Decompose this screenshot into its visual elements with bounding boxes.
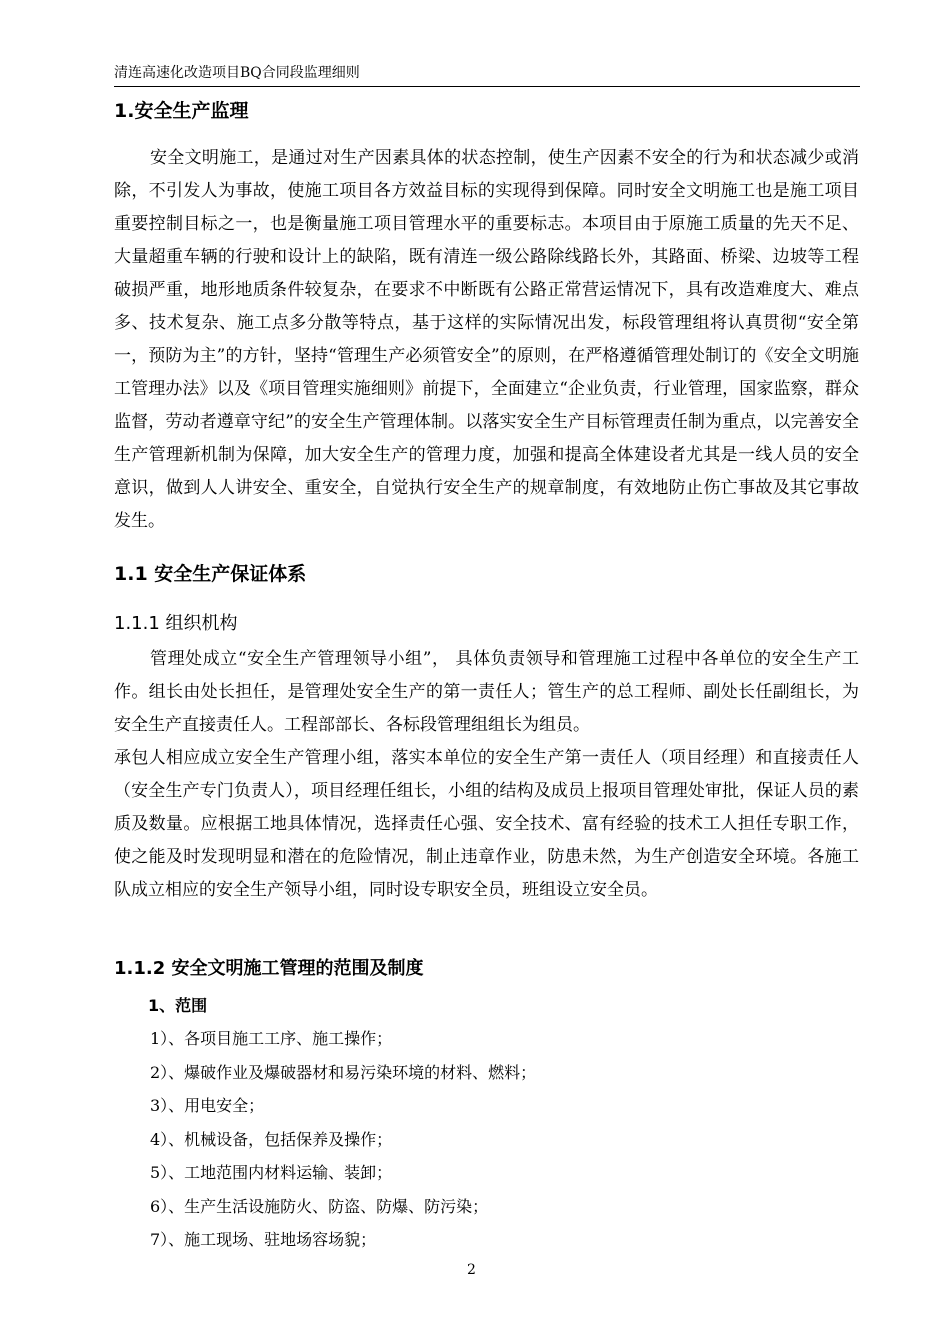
list-item: 5）、工地范围内材料运输、装卸； (150, 1163, 393, 1182)
list-item: 6）、生产生活设施防火、防盗、防爆、防污染； (150, 1196, 489, 1216)
section-heading-1-1-1: 1.1.1 组织机构 (114, 613, 238, 634)
organization-paragraph-2: 承包人相应成立安全生产管理小组，落实本单位的安全生产第一责任人（项目经理）和直接责任人（安全生产专门负责人），项目经理任组长，小组的结构及成员上报项目管理处审批，保证人员的素质及数量。应根据工地具体情况，选择责任心强、安全技术、富有经验的技术工人担任专职工作，使之能及时发现明显和潜在的危险情况，制止违章作业，防患未然，为生产创造安全环境。各施工队成立相应的安全生产领导小组，同时设专职安全员，班组设立安全员。 (114, 748, 859, 900)
list-item: 2）、爆破作业及爆破器材和易污染环境的材料、燃料； (150, 1062, 537, 1082)
section-heading-1: 1.安全生产监理 (114, 100, 249, 122)
list-item: 7）、施工现场、驻地场容场貌； (150, 1230, 377, 1249)
organization-paragraph-1: 管理处成立“安全生产管理领导小组”， 具体负责领导和管理施工过程中各单位的安全生产工作。组长由处长担任，是管理处安全生产的第一责任人；管生产的总工程师、副处长任副组长，为安全生产直接责任人。工程部部长、各标段管理组组长为组员。 (114, 649, 859, 735)
page-number: 2 (467, 1262, 476, 1278)
scope-heading: 1、范围 (148, 996, 208, 1015)
list-item: 4）、机械设备，包括保养及操作； (150, 1129, 393, 1149)
intro-paragraph: 安全文明施工，是通过对生产因素具体的状态控制，使生产因素不安全的行为和状态减少或消除，不引发人为事故，使施工项目各方效益目标的实现得到保障。同时安全文明施工也是施工项目重要控制目标之一，也是衡量施工项目管理水平的重要标志。本项目由于原施工质量的先天不足、大量超重车辆的行驶和设计上的缺陷，既有清连一级公路除线路长外，其路面、桥梁、边坡等工程破损严重，地形地质条件较复杂，在要求不中断既有公路正常营运情况下，具有改造难度大、难点多、技术复杂、施工点多分散等特点，基于这样的实际情况出发，标段管理组将认真贯彻“安全第一，预防为主”的方针，坚持“管理生产必须管安全”的原则，在严格遵循管理处制订的《安全文明施工管理办法》以及《项目管理实施细则》前提下，全面建立“企业负责，行业管理，国家监察，群众监督，劳动者遵章守纪”的安全生产管理体制。以落实安全生产目标管理责任制为重点，以完善安全生产管理新机制为保障，加大安全生产的管理力度，加强和提高全体建设者尤其是一线人员的安全意识，做到人人讲安全、重安全，自觉执行安全生产的规章制度，有效地防止伤亡事故及其它事故发生。 (114, 148, 859, 531)
section-heading-1-1: 1.1 安全生产保证体系 (114, 563, 307, 585)
scope-list (150, 1022, 536, 1257)
section-heading-1-1-2: 1.1.2 安全文明施工管理的范围及制度 (114, 958, 424, 979)
list-item: 3）、用电安全； (150, 1096, 265, 1115)
page-header: 清连高速化改造项目BQ合同段监理细则 (114, 62, 860, 87)
list-item: 1）、各项目施工工序、施工操作； (150, 1029, 393, 1048)
